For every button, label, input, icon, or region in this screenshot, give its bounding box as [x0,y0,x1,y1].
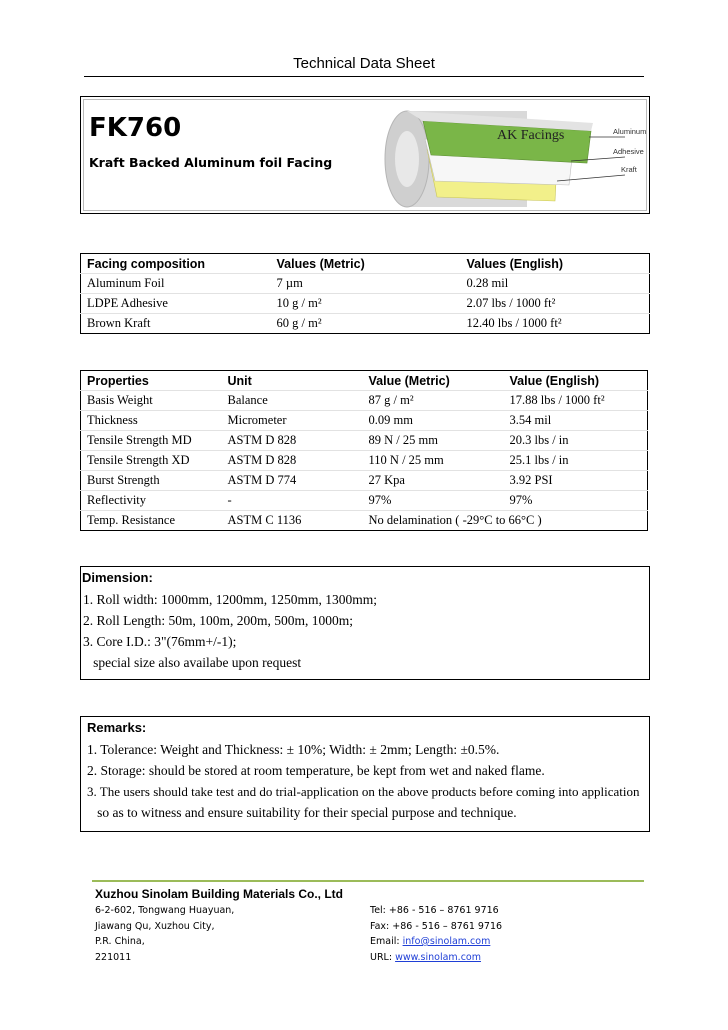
facing-composition-table [80,253,650,334]
url-label: URL: [370,951,396,963]
table-cell: ASTM D 774 [227,473,297,487]
address-line: Jiawang Qu, Xuzhou City, [95,920,215,932]
remark-line: 1. Tolerance: Weight and Thickness: ± 10%; Width: ± 2mm; Length: ±0.5%. [87,742,500,757]
company-contacts [370,903,502,965]
table-cell: 0.28 mil [466,276,509,290]
remarks-heading: Remarks: [87,720,147,735]
email-line [370,934,502,950]
header-cell: Facing composition [87,256,206,271]
table-cell: 60 g / m² [276,316,322,330]
header-cell: Unit [227,373,252,388]
company-name: Xuzhou Sinolam Building Materials Co., Ltd [95,887,344,901]
table-cell: Thickness [87,413,138,427]
table-row [81,274,650,294]
table-cell: 25.1 lbs / in [509,453,569,467]
table-cell: Temp. Resistance [87,513,175,527]
table-row [81,411,648,431]
dimension-line: 2. Roll Length: 50m, 100m, 200m, 500m, 1000m; [83,613,353,628]
header-cell: Values (Metric) [276,256,365,271]
table-cell: Tensile Strength MD [87,433,192,447]
header-cell: Properties [87,373,149,388]
website-link[interactable]: www.sinolam.com [395,951,481,963]
table-cell: Balance [227,393,268,407]
table-cell: 17.88 lbs / 1000 ft² [509,393,605,407]
address-line: 6-2-602, Tongwang Huayuan, [95,905,235,916]
table-cell: ASTM D 828 [227,453,297,467]
table-row [81,511,648,531]
table-cell: 7 µm [276,276,303,290]
layer-label-kraft: Kraft [621,165,637,174]
product-header-box [80,96,650,214]
table-cell: ASTM C 1136 [227,513,302,527]
dimension-note: special size also availabe upon request [83,655,302,670]
table-cell: ASTM D 828 [227,433,297,447]
fax-line: Fax: +86 - 516 – 8761 9716 [370,920,503,932]
table-header-row [81,371,648,391]
remark-line: 3. The users should take test and do trial-application on the above products before coming into application [87,784,640,799]
header-cell: Values (English) [466,256,564,271]
remark-line: so as to witness and ensure suitability for their special purpose and technique. [87,805,517,820]
table-cell: 97% [368,493,392,507]
table-cell: 3.54 mil [509,413,552,427]
table-row [81,294,650,314]
table-cell: 3.92 PSI [509,473,553,487]
table-cell: 89 N / 25 mm [368,433,438,447]
table-cell: - [227,493,232,507]
remark-line: 2. Storage: should be stored at room temperature, be kept from wet and naked flame. [87,763,545,778]
product-name: Kraft Backed Aluminum foil Facing [89,155,333,170]
dimension-section [80,566,650,680]
dimension-line: 1. Roll width: 1000mm, 1200mm, 1250mm, 1300mm; [83,592,378,607]
header-cell: Value (English) [509,373,600,388]
table-header-row [81,254,650,274]
url-line [370,950,502,966]
properties-table [80,370,648,531]
table-cell: Reflectivity [87,493,147,507]
table-cell: 110 N / 25 mm [368,453,444,467]
table-row [81,431,648,451]
tel-line: Tel: +86 - 516 – 8761 9716 [370,905,499,916]
layer-label-aluminum: Aluminum [613,127,647,136]
footer-rule [92,880,644,882]
layer-label-adhesive: Adhesive [613,147,644,156]
table-cell: Micrometer [227,413,287,427]
product-code: FK760 [89,113,182,143]
table-cell: Brown Kraft [87,316,151,330]
table-cell: 12.40 lbs / 1000 ft² [466,316,562,330]
dimension-line: 3. Core I.D.: 3"(76mm+/-1); [83,634,237,649]
table-cell: Burst Strength [87,473,160,487]
table-cell: 87 g / m² [368,393,414,407]
table-cell: LDPE Adhesive [87,296,168,310]
email-label: Email: [370,936,403,947]
table-cell: 0.09 mm [368,413,413,427]
document-title: Technical Data Sheet [293,55,435,72]
table-cell: 97% [509,493,533,507]
table-row [81,451,648,471]
brand-label: AK Facings [497,128,565,143]
table-cell: 10 g / m² [276,296,322,310]
email-link[interactable]: info@sinolam.com [402,936,491,947]
header-cell: Value (Metric) [368,373,450,388]
table-cell: 20.3 lbs / in [509,433,569,447]
table-row [81,391,648,411]
table-cell: 27 Kpa [368,473,405,487]
table-cell: Basis Weight [87,393,153,407]
table-row [81,314,650,334]
title-rule [84,76,644,77]
company-address [95,903,234,965]
remarks-section [80,716,650,832]
dimension-heading: Dimension: [82,570,153,585]
address-line: 221011 [95,951,132,963]
address-line: P.R. China, [95,936,145,947]
table-cell: Tensile Strength XD [87,453,190,467]
table-row [81,491,648,511]
table-row [81,471,648,491]
facing-layers-illustration [377,101,647,211]
table-cell: No delamination ( -29°C to 66°C ) [368,513,542,527]
table-cell: 2.07 lbs / 1000 ft² [466,296,556,310]
table-cell: Aluminum Foil [87,276,165,290]
